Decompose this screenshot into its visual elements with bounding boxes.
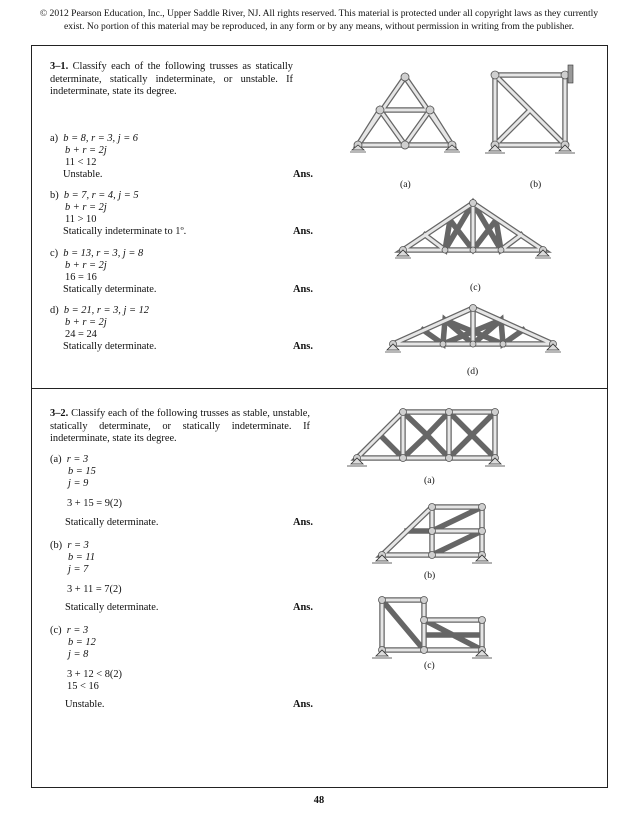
- part-b-result: Statically indeterminate to 1º.: [63, 226, 187, 237]
- problem-text: Classify each of the following trusses as stable, unstable, statically determinate, or statically indeterminate. If indeterminate, state its degree.: [50, 408, 310, 445]
- part-c-compare: 16 = 16: [65, 272, 97, 283]
- caption-3-1-b: (b): [530, 179, 542, 190]
- p2-part-c-r: (c) r = 3: [50, 625, 89, 636]
- p2-part-b-ans: Ans.: [293, 602, 313, 613]
- section-divider: [31, 388, 608, 389]
- part-d-given: d) b = 21, r = 3, j = 12: [50, 305, 149, 316]
- caption-3-2-a: (a): [424, 475, 435, 486]
- p2-part-b-check: 3 + 11 = 7(2): [67, 584, 122, 595]
- part-d-result: Statically determinate.: [63, 341, 157, 352]
- p2-part-a-check: 3 + 15 = 9(2): [67, 498, 123, 509]
- caption-3-1-d: (d): [467, 366, 479, 377]
- part-d-compare: 24 = 24: [65, 329, 97, 340]
- p2-part-a-b: b = 15: [68, 466, 96, 477]
- copyright-notice: [30, 8, 608, 33]
- copyright-line-2: exist. No portion of this material may be reproduced, in any form or by any means, without permission in writing from the publisher.: [64, 20, 574, 32]
- truss-figure-3-2-c: [372, 590, 492, 670]
- problem-3-1-statement: [50, 61, 293, 99]
- caption-3-1-c: (c): [470, 282, 481, 293]
- part-c-ans: Ans.: [293, 284, 313, 295]
- truss-figure-3-1-d: [385, 300, 565, 360]
- truss-figure-3-1-b: [485, 65, 590, 165]
- problem-3-2-statement: [50, 408, 310, 446]
- truss-figure-3-2-a: [345, 400, 515, 475]
- p2-part-a-result: Statically determinate.: [65, 517, 159, 528]
- truss-figure-3-1-a: [350, 70, 460, 165]
- problem-text: Classify each of the following trusses as statically determinate, statically indeterminate, or unstable. If indeterminate, state its degree.: [50, 61, 293, 98]
- part-b-ans: Ans.: [293, 226, 313, 237]
- copyright-line-1: © 2012 Pearson Education, Inc., Upper Saddle River, NJ. All rights reserved. This material is protected under all copyright laws as they currently: [39, 8, 599, 19]
- truss-figure-3-2-b: [372, 495, 492, 575]
- part-a-compare: 11 < 12: [65, 157, 97, 168]
- caption-3-1-a: (a): [400, 179, 411, 190]
- p2-part-c-b: b = 12: [68, 637, 96, 648]
- p2-part-a-j: j = 9: [68, 478, 89, 489]
- problem-number: 3–1.: [50, 61, 69, 72]
- caption-3-2-b: (b): [424, 570, 436, 581]
- part-b-given: b) b = 7, r = 4, j = 5: [50, 190, 139, 201]
- truss-figure-3-1-c: [395, 195, 555, 267]
- part-d-equation: b + r = 2j: [65, 317, 107, 328]
- problem-number: 3–2.: [50, 408, 69, 419]
- part-c-given: c) b = 13, r = 3, j = 8: [50, 248, 144, 259]
- p2-part-b-r: (b) r = 3: [50, 540, 89, 551]
- p2-part-c-ans: Ans.: [293, 699, 313, 710]
- part-d-ans: Ans.: [293, 341, 313, 352]
- part-a-ans: Ans.: [293, 169, 313, 180]
- part-a-result: Unstable.: [63, 169, 103, 180]
- part-c-result: Statically determinate.: [63, 284, 157, 295]
- p2-part-b-b: b = 11: [68, 552, 96, 563]
- p2-part-c-j: j = 8: [68, 649, 89, 660]
- part-a-equation: b + r = 2j: [65, 145, 107, 156]
- p2-part-a-ans: Ans.: [293, 517, 313, 528]
- part-b-equation: b + r = 2j: [65, 202, 107, 213]
- p2-part-b-j: j = 7: [68, 564, 89, 575]
- caption-3-2-c: (c): [424, 660, 435, 671]
- p2-part-c-check2: 15 < 16: [67, 681, 99, 692]
- page-number: 48: [313, 795, 325, 806]
- p2-part-b-result: Statically determinate.: [65, 602, 159, 613]
- p2-part-c-result: Unstable.: [65, 699, 105, 710]
- part-a-given: a) b = 8, r = 3, j = 6: [50, 133, 139, 144]
- part-b-compare: 11 > 10: [65, 214, 97, 225]
- p2-part-a-r: (a) r = 3: [50, 454, 89, 465]
- part-c-equation: b + r = 2j: [65, 260, 107, 271]
- p2-part-c-check: 3 + 12 < 8(2): [67, 669, 123, 680]
